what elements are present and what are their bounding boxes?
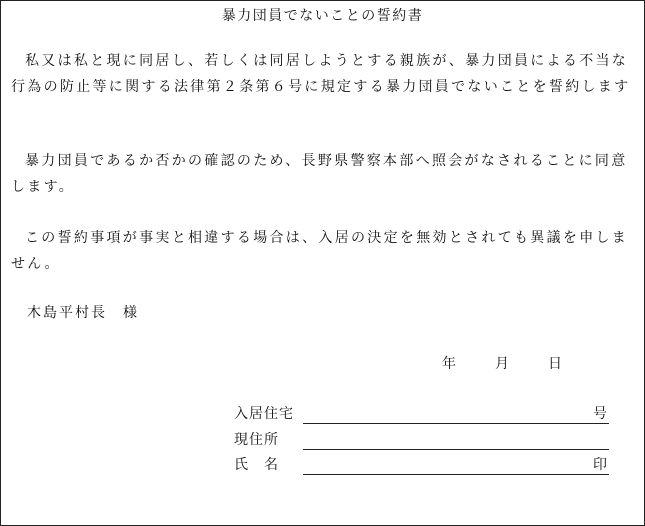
addressee: 木島平村長 様 <box>27 305 139 321</box>
pledge-paragraph-3: この誓約事項が事実と相違する場合は、入居の決定を無効とされても異議を申しません。 <box>11 230 629 272</box>
residence-field[interactable] <box>303 423 609 424</box>
current-address-label: 現住所 <box>234 432 279 448</box>
seal-mark: 印 <box>593 457 607 473</box>
form-row-name <box>234 454 609 476</box>
form-row-current-address <box>234 429 609 451</box>
pledge-paragraph-2: 暴力団員であるか否かの確認のため、長野県警察本部へ照会がなされることに同意します。 <box>11 153 628 195</box>
current-address-field[interactable] <box>303 449 609 450</box>
date-year-label: 年 <box>442 356 456 372</box>
residence-suffix: 号 <box>593 406 607 422</box>
name-label: 氏 名 <box>234 457 279 473</box>
pledge-paragraph-1: 私又は私と現に同居し、若しくは同居しようとする親族が、暴力団員による不当な行為の防止等に関する法律第２条第６号に規定する暴力団員でないことを誓約します <box>11 53 631 95</box>
name-field[interactable] <box>303 474 609 475</box>
document-title: 暴力団員でないことの誓約書 <box>221 8 424 24</box>
residence-label: 入居住宅 <box>234 406 294 422</box>
date-month-label: 月 <box>495 356 509 372</box>
form-row-residence <box>234 403 609 425</box>
date-day-label: 日 <box>548 356 562 372</box>
